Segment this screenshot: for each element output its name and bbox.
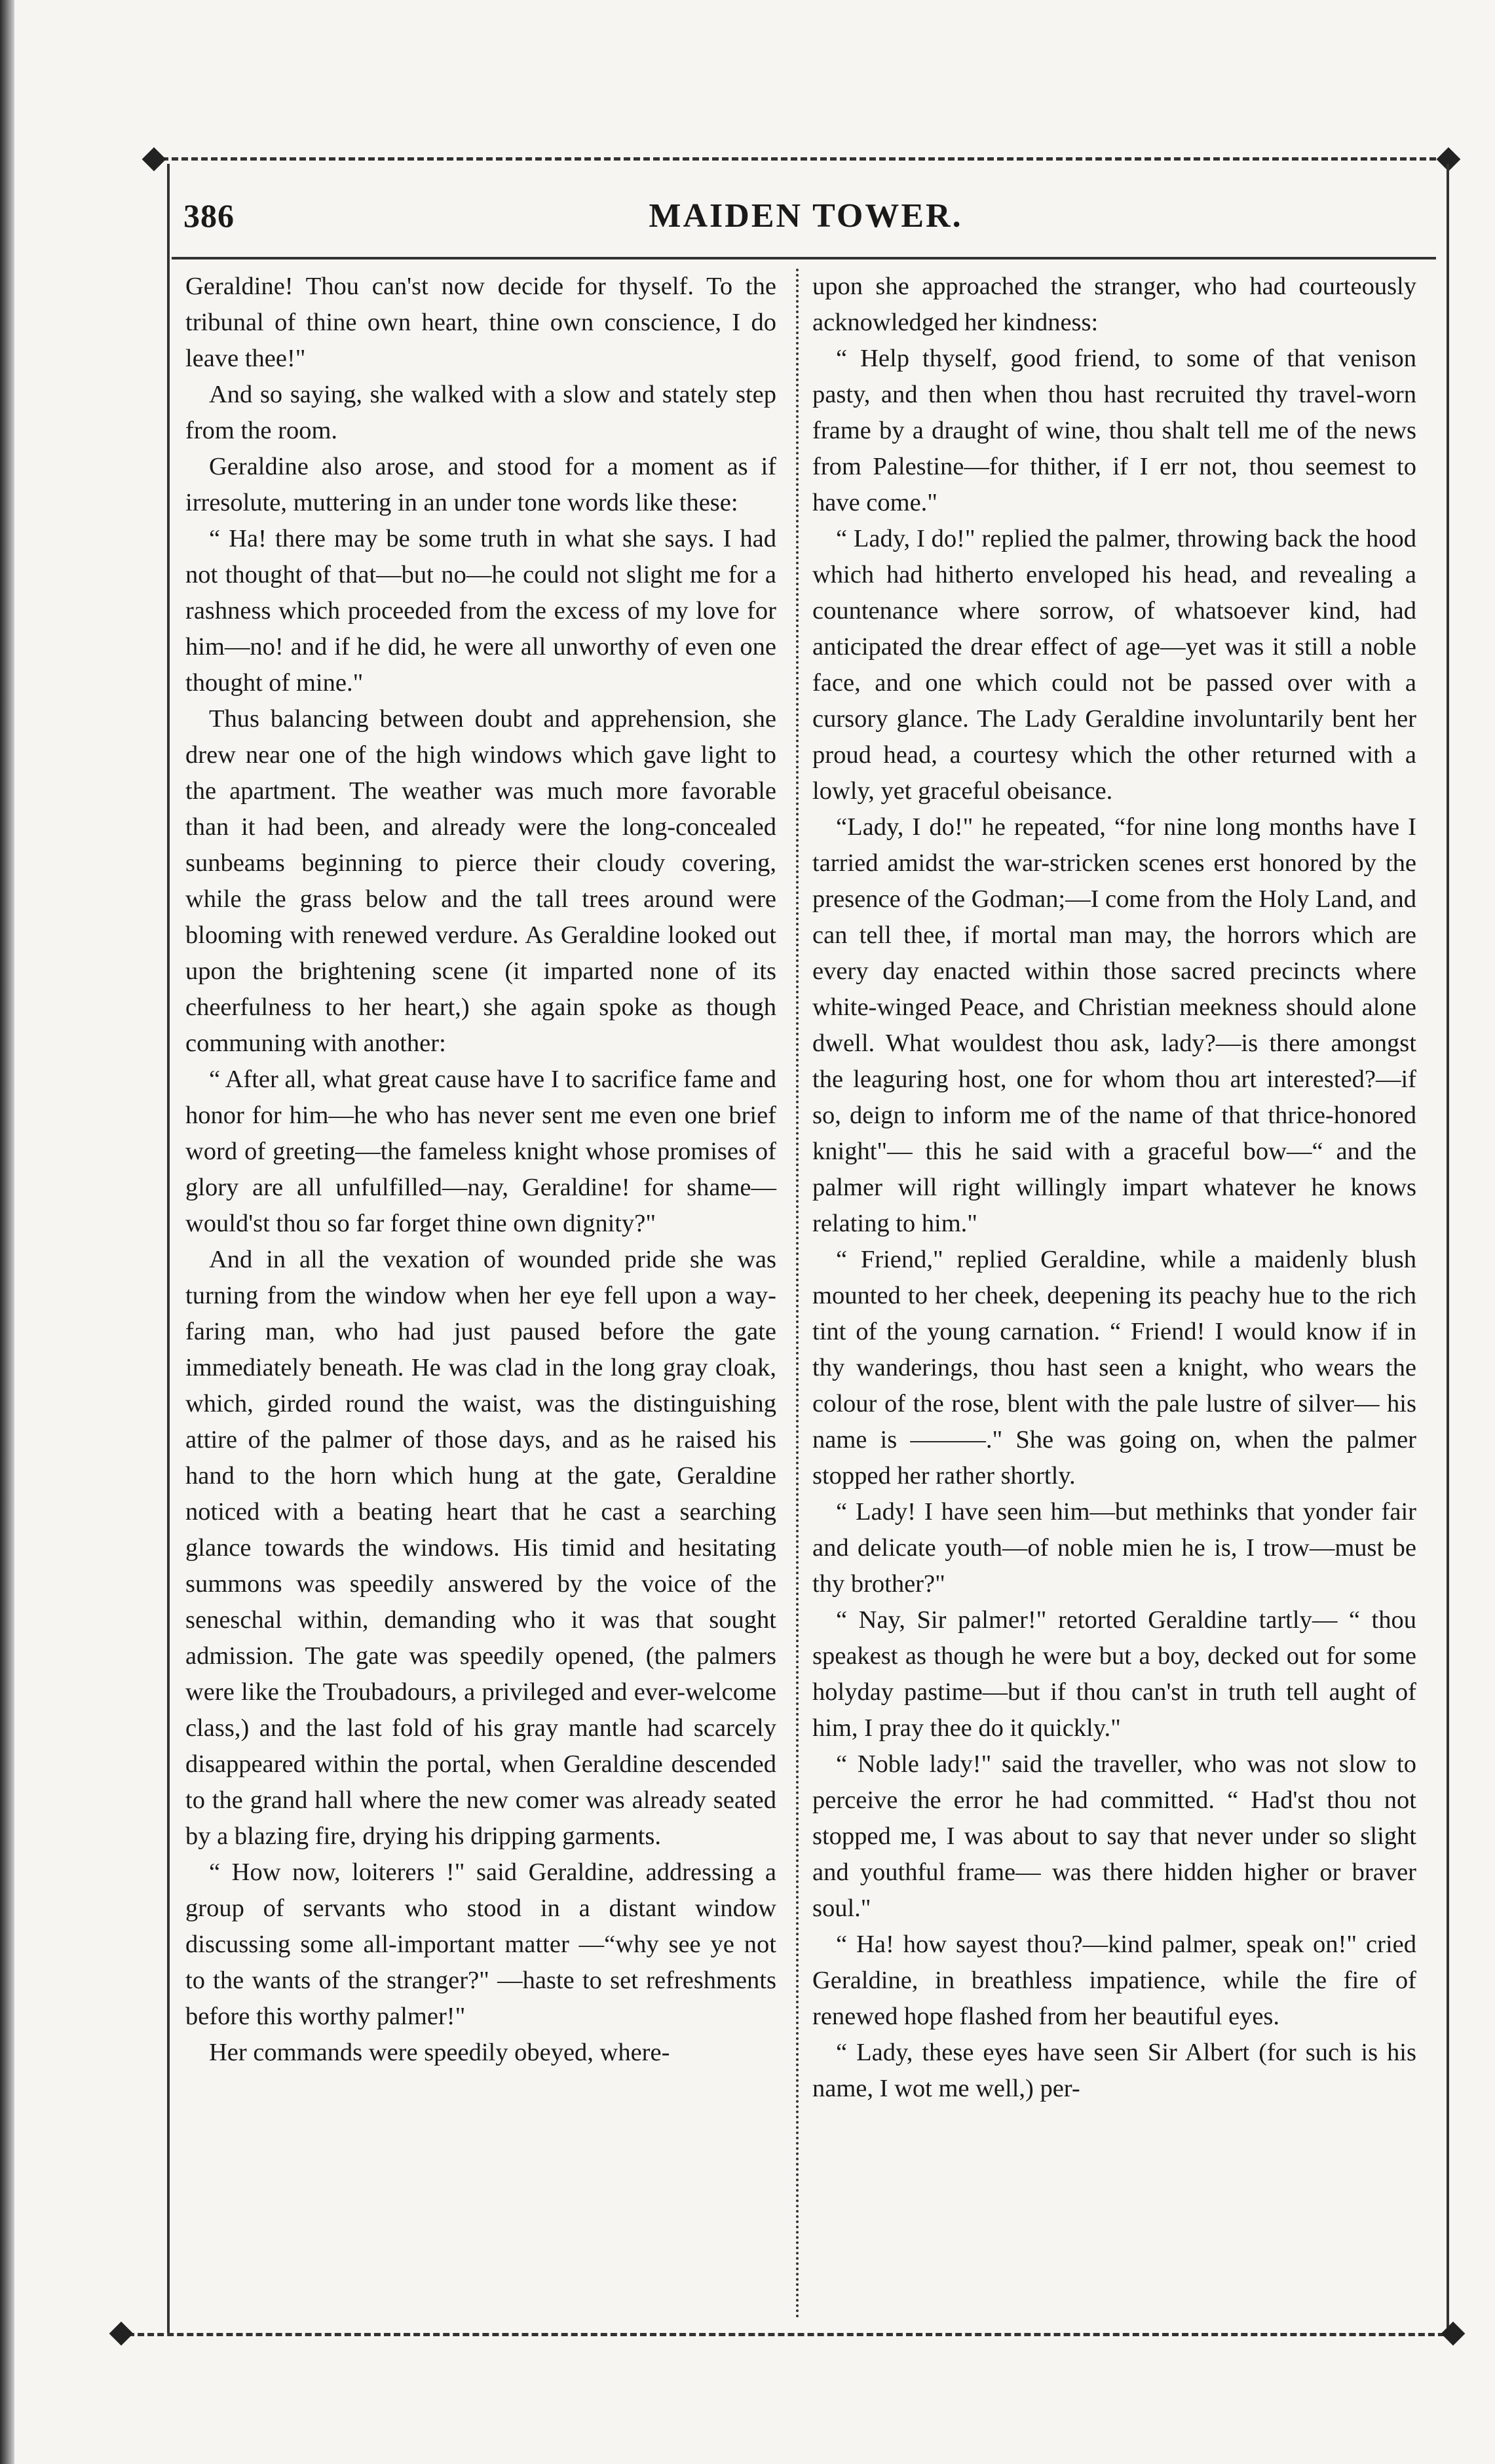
paragraph: “ Nay, Sir palmer!" retorted Geraldine tartly— “ thou speakest as though he were but a boy, decked out for some holyday pastime—but if thou can'st in truth tell aught of him, I pray thee do it quickly." <box>812 1606 1416 1742</box>
corner-ornament-icon <box>1441 2322 1466 2346</box>
paragraph: Geraldine! Thou can'st now decide for thyself. To the tribunal of thine own heart, thine own conscience, I do leave thee!" <box>185 273 776 372</box>
page-number: 386 <box>183 197 235 234</box>
right-frame-rule <box>1447 164 1449 2333</box>
paragraph: “ Ha! how sayest thou?—kind palmer, speak on!" cried Geraldine, in breathless impatience, while the fire of renewed hope flashed from her beautiful eyes. <box>812 1931 1416 2030</box>
paragraph: And so saying, she walked with a slow and stately step from the room. <box>185 381 776 444</box>
paragraph: “ Noble lady!" said the traveller, who was not slow to perceive the error he had committed. “ Had'st thou not stopped me, I was about to say that never under so slight and youthful frame— was there hidden higher or braver soul." <box>812 1750 1416 1922</box>
paragraph: “ Lady, these eyes have seen Sir Albert (for such is his name, I wot me well,) per- <box>812 2039 1416 2102</box>
paragraph: “Lady, I do!" he repeated, “for nine long months have I tarried amidst the war-stricken scenes erst honored by the presence of the Godman;—I come from the Holy Land, and can tell thee, if mortal man may, the horrors which are every day enacted within those sacred precincts where white-winged Peace, and Christian meekness should alone dwell. What wouldest thou ask, lady?—is there amongst the leaguring host, one for whom thou art interested?—if so, deign to inform me of the name of that thrice-honored knight"— this he said with a graceful bow—“ and the palmer will right willingly impart whatever he knows relating to him." <box>812 813 1416 1237</box>
paragraph: “ How now, loiterers !" said Geraldine, addressing a group of servants who stood in a distant window discussing some all-important matter —“why see ye not to the wants of the stranger?" —haste to set refreshments before this worthy palmer!" <box>185 1858 776 2030</box>
left-text-column <box>185 269 776 2071</box>
bottom-ornamental-rule <box>118 2333 1454 2336</box>
header-rule <box>172 257 1436 260</box>
paragraph: And in all the vexation of wounded pride she was turning from the window when her eye fell upon a way-faring man, who had just paused before the gate immediately beneath. He was clad in the long gray cloak, which, girded round the waist, was the distinguishing attire of the palmer of those days, and as he raised his hand to the horn which hung at the gate, Geraldine noticed with a beating heart that he cast a searching glance towards the windows. His timid and hesitating summons was speedily answered by the voice of the seneschal within, demanding who it was that sought admission. The gate was speedily opened, (the palmers were like the Troubadours, a privileged and ever-welcome class,) and the last fold of his gray mantle had scarcely disappeared within the portal, when Geraldine descended to the grand hall where the new comer was already seated by a blazing fire, drying his dripping garments. <box>185 1246 776 1850</box>
paragraph: “ Friend," replied Geraldine, while a maidenly blush mounted to her cheek, deepening its peachy hue to the rich tint of the young carnation. “ Friend! I would know if in thy wanderings, thou hast seen a knight, who wears the colour of the rose, blent with the pale lustre of silver— his name is ———." She was going on, when the palmer stopped her rather shortly. <box>812 1246 1416 1490</box>
paragraph: “ Lady, I do!" replied the palmer, throwing back the hood which had hitherto enveloped his head, and revealing a countenance where sorrow, of whatsoever kind, had anticipated the drear effect of age—yet was it still a noble face, and one which could not be passed over with a cursory glance. The Lady Geraldine involuntarily bent her proud head, a courtesy which the other returned with a lowly, yet graceful obeisance. <box>812 525 1416 805</box>
paragraph: “ Ha! there may be some truth in what she says. I had not thought of that—but no—he could not slight me for a rashness which proceeded from the excess of my love for him—no! and if he did, he were all unworthy of even one thought of mine." <box>185 525 776 697</box>
paragraph: Thus balancing between doubt and apprehension, she drew near one of the high windows which gave light to the apartment. The weather was much more favorable than it had been, and already were the long-concealed sunbeams beginning to pierce their cloudy covering, while the grass below and the tall trees around were blooming with renewed verdure. As Geraldine looked out upon the brightening scene (it imparted none of its cheerfulness to her heart,) she again spoke as though communing with another: <box>185 705 776 1057</box>
running-title: MAIDEN TOWER. <box>649 197 963 235</box>
top-ornamental-rule <box>152 157 1456 161</box>
paragraph: Geraldine also arose, and stood for a moment as if irresolute, muttering in an under tone words like these: <box>185 453 776 516</box>
left-frame-rule <box>167 164 170 2333</box>
paragraph: upon she approached the stranger, who had courteously acknowledged her kindness: <box>812 273 1416 336</box>
paragraph: “ After all, what great cause have I to sacrifice fame and honor for him—he who has never sent me even one brief word of greeting—the fameless knight whose promises of glory are all unfulfilled—nay, Geraldine! for shame—would'st thou so far forget thine own dignity?" <box>185 1066 776 1237</box>
paragraph: Her commands were speedily obeyed, where- <box>209 2039 670 2066</box>
page-header <box>183 197 1428 242</box>
paragraph: “ Help thyself, good friend, to some of that venison pasty, and then when thou hast recruited thy travel-worn frame by a draught of wine, thou shalt tell me of the news from Palestine—for thither, if I err not, thou seemest to have come." <box>812 345 1416 516</box>
column-divider <box>796 269 799 2320</box>
paragraph: “ Lady! I have seen him—but methinks that yonder fair and delicate youth—of noble mien he is, I trow—must be thy brother?" <box>812 1498 1416 1598</box>
right-text-column <box>812 269 1416 2107</box>
corner-ornament-icon <box>142 147 166 172</box>
corner-ornament-icon <box>109 2322 134 2346</box>
page-binding-edge <box>0 0 14 2464</box>
